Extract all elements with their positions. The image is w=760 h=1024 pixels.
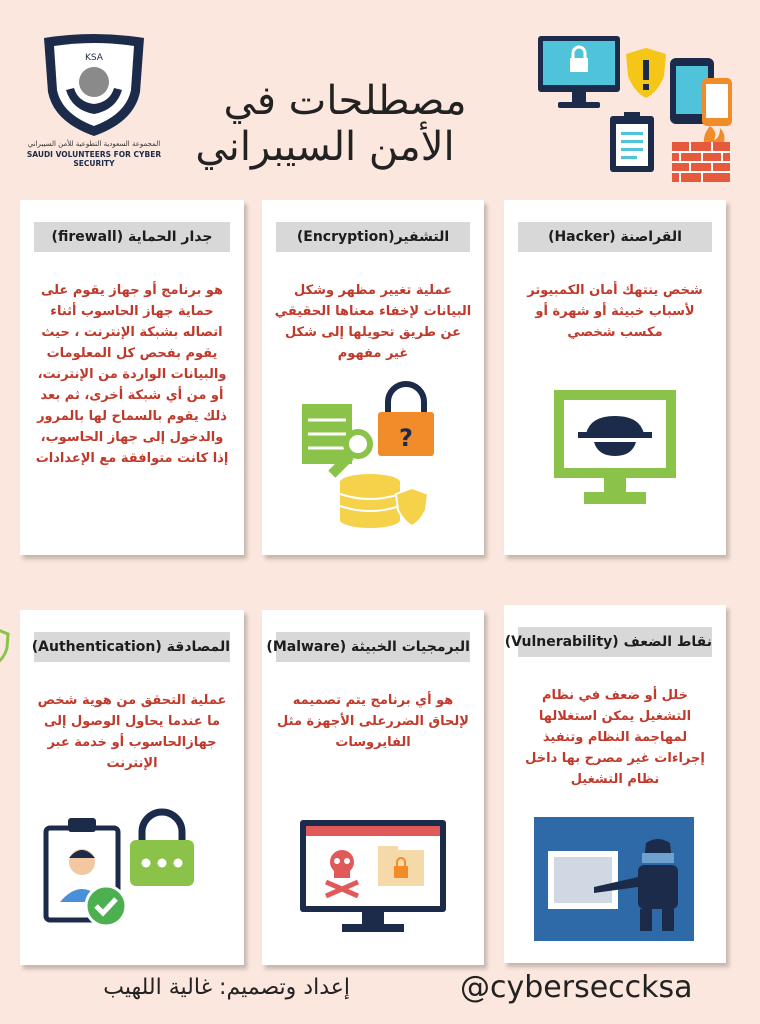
- card-heading: القراصنة (Hacker): [518, 222, 712, 252]
- title-line-1: مصطلحات في: [223, 78, 467, 124]
- logo-text: KSA: [85, 53, 103, 63]
- card-description: خلل أو ضعف في نظام التشغيل يمكن استغلالها لمهاجمة النظام وتنفيذ إجراءات غير مصرح بها داخل نظام التشغيل: [525, 688, 705, 787]
- card-heading: نقاط الضعف (Vulnerability): [518, 627, 712, 657]
- vulnerability-icon: [534, 817, 694, 941]
- malware-monitor-icon: [296, 816, 450, 936]
- tablet-phone-icon: [670, 58, 732, 126]
- svg-text:?: ?: [399, 424, 413, 452]
- card-description: عملية تغيير مظهر وشكل البيانات لإخفاء معناها الحقيقي عن طريق تحويلها إلى شكل غير مفهوم: [274, 283, 472, 361]
- authentication-icon: [42, 806, 212, 936]
- card-description: شخص ينتهك أمان الكمبيوتر لأسباب خبيثة أو شهرة أو مكسب شخصي: [527, 283, 703, 340]
- hacker-monitor-icon: [550, 386, 680, 510]
- card-malware: [262, 610, 484, 965]
- page-title: [180, 78, 510, 170]
- monitor-lock-icon: [538, 36, 620, 108]
- card-heading: جدار الحماية (firewall): [34, 222, 230, 252]
- card-description: هو برنامج أو جهاز يقوم على حماية جهاز الحاسوب أثناء اتصاله بشبكة الإنترنت ، حيث يقوم بفحص كل المعلومات والبيانات الواردة من الإنترنت، أو من أي شبكة أخرى، ثم بعد ذلك يقوم بالسماح لها بالمرور والدخول إلى جهاز الحاسوب، إذا كانت متوافقة مع الإعدادات: [35, 283, 229, 466]
- card-heading: المصادقة (Authentication): [34, 632, 230, 662]
- logo-org-english: SAUDI VOLUNTEERS FOR CYBER SECURITY: [26, 150, 162, 168]
- warning-shield-icon: [626, 48, 666, 98]
- shield-icon: [0, 630, 10, 664]
- encryption-icon: [296, 386, 446, 536]
- header-illustration: [530, 30, 745, 190]
- logo-org-arabic: المجموعة السعودية التطوعية للأمن السيبراني: [27, 140, 161, 148]
- card-description: عملية التحقق من هوية شخص ما عندما يحاول الوصول إلى جهازالحاسوب أو خدمة عبر الإنترنت: [37, 693, 227, 771]
- title-line-2: الأمن السيبراني: [195, 124, 455, 170]
- card-heading: التشفير(Encryption): [276, 222, 470, 252]
- card-vulnerability: [504, 605, 726, 963]
- card-firewall: [20, 200, 244, 555]
- social-handle: @cyberseccksa: [460, 970, 693, 1005]
- card-heading: البرمجيات الخبيثة (Malware): [276, 632, 470, 662]
- card-description: هو أي برنامج يتم تصميمه لإلحاق الضررعلى الأجهزة مثل الفايروسات: [277, 693, 469, 750]
- firewall-icon: [672, 126, 730, 182]
- card-authentication: [20, 610, 244, 965]
- designer-credit: إعداد وتصميم: غالية اللهيب: [103, 975, 350, 1000]
- clipboard-icon: [610, 112, 654, 172]
- card-hacker: [504, 200, 726, 555]
- card-encryption: [262, 200, 484, 555]
